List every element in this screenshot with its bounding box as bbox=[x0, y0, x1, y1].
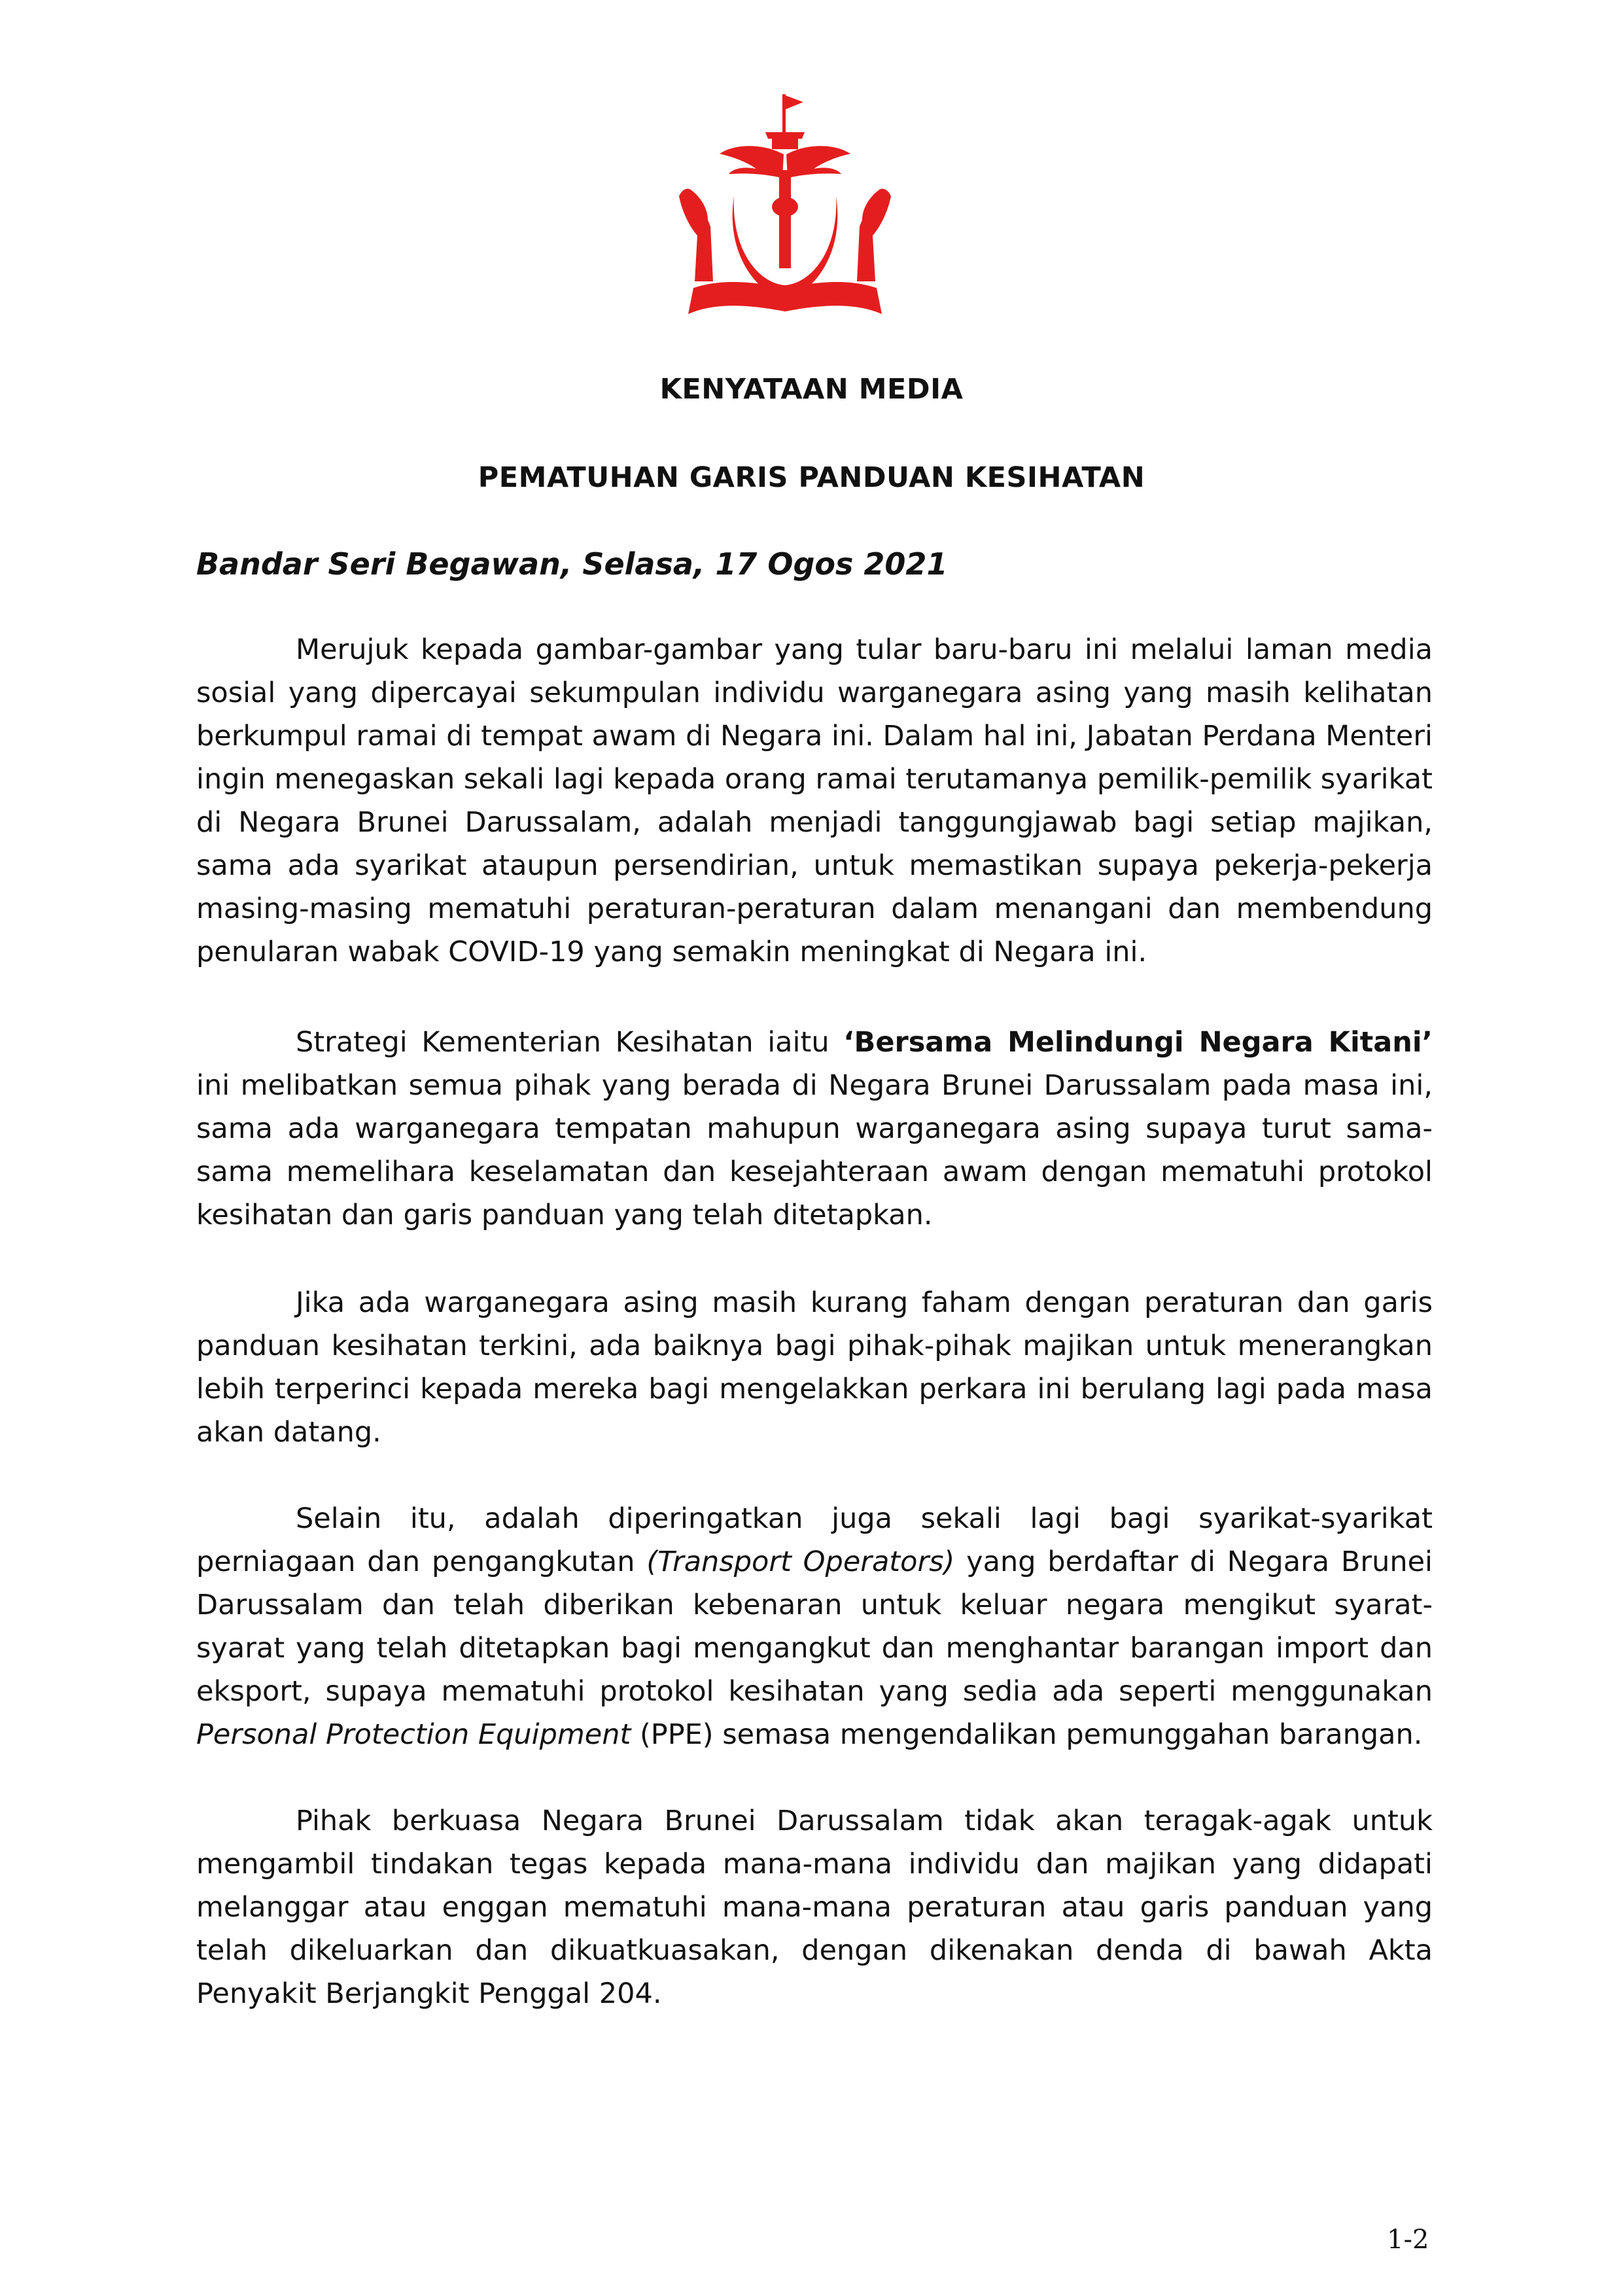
paragraph-2-text bbox=[196, 1021, 1433, 1237]
paragraph-3 bbox=[196, 1281, 1433, 1454]
paragraph-1 bbox=[196, 628, 1433, 974]
dateline: Bandar Seri Begawan, Selasa, 17 Ogos 2021 bbox=[196, 546, 948, 582]
paragraph-5-text: Pihak berkuasa Negara Brunei Darussalam tidak akan teragak-agak untuk mengambil tindakan tegas kepada mana-mana individu dan majikan yang didapati melanggar atau enggan mematuhi mana-mana peraturan atau garis panduan yang telah dikeluarkan dan dikuatkuasakan, dengan dikenakan denda di bawah Akta Penyakit Berjangkit Penggal 204. bbox=[196, 1805, 1433, 2010]
paragraph-4 bbox=[196, 1497, 1433, 1756]
paragraph-3-text: Jika ada warganegara asing masih kurang faham dengan peraturan dan garis panduan kesihatan terkini, ada baiknya bagi pihak-pihak majikan untuk menerangkan lebih terperinci kepada mereka bagi mengelakkan perkara ini berulang lagi pada masa akan datang. bbox=[196, 1286, 1433, 1449]
paragraph-5 bbox=[196, 1799, 1433, 2015]
page-number: 1-2 bbox=[1387, 2225, 1429, 2255]
paragraph-4-before: Selain itu, adalah diperingatkan juga sekali lagi bagi syarikat-syarikat perniagaan dan pengangkutan bbox=[196, 1502, 1433, 1578]
paragraph-4-italic-transport: (Transport Operators) bbox=[646, 1545, 955, 1578]
paragraph-2-emphasis: ‘Bersama Melindungi Negara Kitani’ bbox=[843, 1026, 1433, 1059]
brunei-crest-icon bbox=[674, 92, 896, 353]
paragraph-4-after: (PPE) semasa mengendalikan pemunggahan barangan. bbox=[631, 1718, 1423, 1751]
paragraph-4-italic-ppe: Personal Protection Equipment bbox=[196, 1718, 631, 1751]
heading-primary: KENYATAAN MEDIA bbox=[659, 373, 964, 406]
paragraph-2 bbox=[196, 1021, 1433, 1237]
paragraph-1-text: Merujuk kepada gambar-gambar yang tular baru-baru ini melalui laman media sosial yang dipercayai sekumpulan individu warganegara asing yang masih kelihatan berkumpul ramai di tempat awam di Negara ini. Dalam hal ini, Jabatan Perdana Menteri ingin menegaskan sekali lagi kepada orang ramai terutamanya pemilik-pemilik syarikat di Negara Brunei Darussalam, adalah menjadi tanggungjawab bagi setiap majikan, sama ada syarikat ataupun persendirian, untuk memastikan supaya pekerja-pekerja masing-masing mematuhi peraturan-peraturan dalam menangani dan membendung penularan wabak COVID-19 yang semakin meningkat di Negara ini. bbox=[196, 633, 1433, 968]
paragraph-2-before: Strategi Kementerian Kesihatan iaitu bbox=[296, 1026, 844, 1059]
heading-secondary: PEMATUHAN GARIS PANDUAN KESIHATAN bbox=[478, 461, 1145, 494]
paragraph-4-middle: yang berdaftar di Negara Brunei Darussalam dan telah diberikan kebenaran untuk keluar negara mengikut syarat-syarat yang telah ditetapkan bagi mengangkut dan menghantar barangan import dan eksport, supaya mematuhi protokol kesihatan yang sedia ada seperti menggunakan bbox=[196, 1545, 1433, 1708]
paragraph-2-after: ini melibatkan semua pihak yang berada di Negara Brunei Darussalam pada masa ini, sama ada warganegara tempatan mahupun warganegara asing supaya turut sama-sama memelihara keselamatan dan kesejahteraan awam dengan mematuhi protokol kesihatan dan garis panduan yang telah ditetapkan. bbox=[196, 1069, 1433, 1231]
paragraph-4-text bbox=[196, 1497, 1433, 1756]
